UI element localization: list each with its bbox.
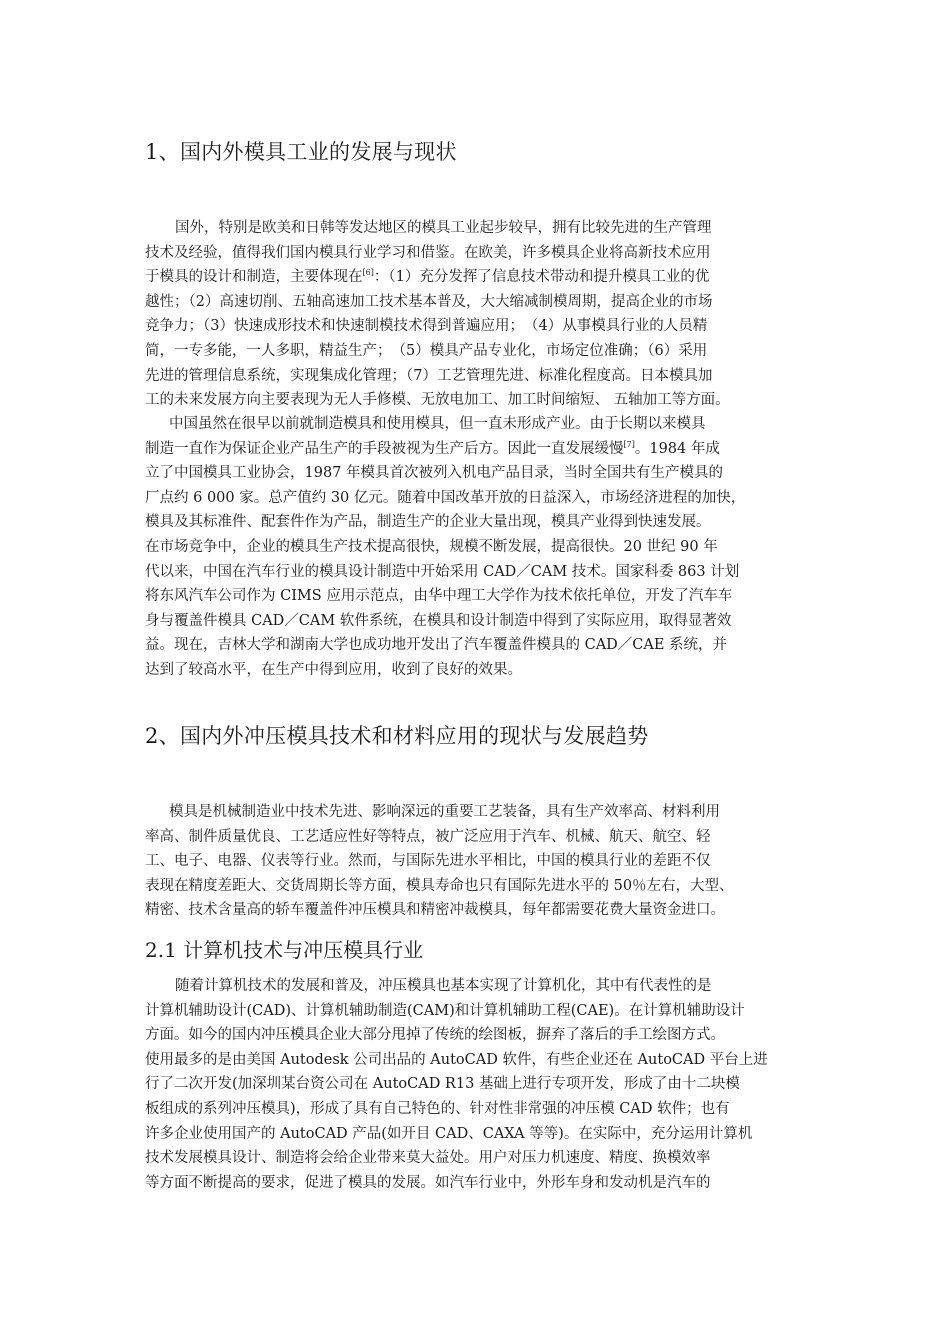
text-span: 。1984 年成 [634, 440, 720, 457]
text-line: 将东风汽车公司作为 CIMS 应用示范点，由华中理工大学作为技术依托单位，开发了汽车车 [145, 588, 733, 605]
section-2-1-paragraph-1 [145, 974, 820, 1195]
text-line [145, 265, 820, 290]
text-line: 中国虽然在很早以前就制造模具和使用模具，但一直未形成产业。由于长期以来模具 [169, 416, 706, 432]
citation-7: [7] [623, 439, 635, 449]
text-line: 许多企业使用国产的 AutoCAD 产品(如开目 CAD、CAXA 等等)。在实际中，充分运用计算机 [145, 1125, 753, 1142]
section-2-paragraph-1 [145, 800, 820, 923]
text-span: 制造一直作为保证企业产品生产的手段被视为生产后方。因此一直发展缓慢 [145, 440, 624, 457]
text-line [145, 437, 820, 462]
text-line: 等方面不断提高的要求，促进了模具的发展。如汽车行业中，外形车身和发动机是汽车的 [145, 1174, 711, 1191]
text-line: 先进的管理信息系统，实现集成化管理；（7）工艺管理先进、标准化程度高。日本模具加 [145, 367, 713, 384]
text-line: 模具及其标准件、配套件作为产品，制造生产的企业大量出现，模具产业得到快速发展。 [145, 514, 711, 531]
text-line: 精密、技术含量高的轿车覆盖件冲压模具和精密冲裁模具，每年都需要花费大量资金进口。 [145, 902, 725, 919]
text-line: 技术发展模具设计、制造将会给企业带来莫大益处。用户对压力机速度、精度、换模效率 [145, 1150, 711, 1167]
text-line: 工、电子、电器、仪表等行业。然而，与国际先进水平相比，中国的模具行业的差距不仅 [145, 853, 711, 870]
text-line: 计算机辅助设计(CAD)、计算机辅助制造(CAM)和计算机辅助工程(CAE)。在计算机辅助设计 [145, 1002, 745, 1019]
text-line: 行了二次开发(加深圳某台资公司在 AutoCAD R13 基础上进行专项开发，形成了由十二块模 [145, 1076, 740, 1093]
text-line: 技术及经验，值得我们国内模具行业学习和借鉴。在欧美，许多模具企业将高新技术应用 [145, 244, 711, 261]
text-line: 率高、制件质量优良、工艺适应性好等特点，被广泛应用于汽车、机械、航天、航空、轻 [145, 828, 711, 845]
text-line: 越性；（2）高速切削、五轴高速加工技术基本普及，大大缩减制模周期，提高企业的市场 [145, 293, 713, 310]
text-line: 益。现在，吉林大学和湖南大学也成功地开发出了汽车覆盖件模具的 CAD／CAE 系统，并 [145, 637, 728, 654]
text-line: 达到了较高水平，在生产中得到应用，收到了良好的效果。 [145, 661, 522, 678]
text-line: 在市场竞争中，企业的模具生产技术提高很快，规模不断发展，提高很快。20 世纪 90 年 [145, 538, 718, 555]
text-line: 板组成的系列冲压模具)，形成了具有自己特色的、针对性非常强的冲压模 CAD 软件；也有 [145, 1100, 730, 1117]
text-line: 身与覆盖件模具 CAD／CAM 软件系统，在模具和设计制造中得到了实际应用，取得显著效 [145, 612, 732, 629]
text-line: 代以来，中国在汽车行业的模具设计制造中开始采用 CAD／CAM 技术。国家科委 863 计划 [145, 563, 740, 580]
text-line: 厂点约 6 000 家。总产值约 30 亿元。随着中国改革开放的日益深入，市场经济进程的加快， [145, 489, 746, 506]
text-line: 随着计算机技术的发展和普及，冲压模具也基本实现了计算机化，其中有代表性的是 [175, 978, 712, 994]
text-line: 立了中国模具工业协会，1987 年模具首次被列入机电产品目录，当时全国共有生产模具的 [145, 465, 724, 482]
section-1-heading: 1、国内外模具工业的发展与现状 [145, 140, 457, 164]
text-span: ：（1）充分发挥了信息技术带动和提升模具工业的优 [373, 269, 710, 286]
text-line: 表现在精度差距大、交货周期长等方面，模具寿命也只有国际先进水平的 50％左右，大型、 [145, 877, 734, 894]
section-2-heading: 2、国内外冲压模具技术和材料应用的现状与发展趋势 [145, 724, 649, 748]
text-line: 工的未来发展方向主要表现为无人手修模、无放电加工、加工时间缩短、 五轴加工等方面。 [145, 392, 730, 409]
text-line: 简，一专多能，一人多职，精益生产； （5）模具产品专业化，市场定位准确；（6）采用 [145, 342, 708, 359]
text-line: 竞争力；（3）快速成形技术和快速制模技术得到普遍应用； （4）从事模具行业的人员精 [145, 318, 708, 335]
text-span: 于模具的设计和制造，主要体现在 [145, 269, 363, 286]
section-2-1-heading: 2.1 计算机技术与冲压模具行业 [145, 938, 424, 962]
text-line: 模具是机械制造业中技术先进、影响深远的重要工艺装备，具有生产效率高、材料利用 [169, 804, 720, 820]
section-1-paragraph-2 [145, 412, 820, 683]
text-line: 方面。如今的国内冲压模具企业大部分甩掉了传统的绘图板，摒弃了落后的手工绘图方式。 [145, 1027, 725, 1044]
citation-6: [6] [362, 268, 374, 278]
section-1-paragraph-1 [145, 216, 820, 413]
text-line: 国外，特别是欧美和日韩等发达地区的模具工业起步较早，拥有比较先进的生产管理 [175, 220, 712, 236]
text-line: 使用最多的是由美国 Autodesk 公司出品的 AutoCAD 软件，有些企业还在 AutoCAD 平台上进 [145, 1051, 768, 1068]
